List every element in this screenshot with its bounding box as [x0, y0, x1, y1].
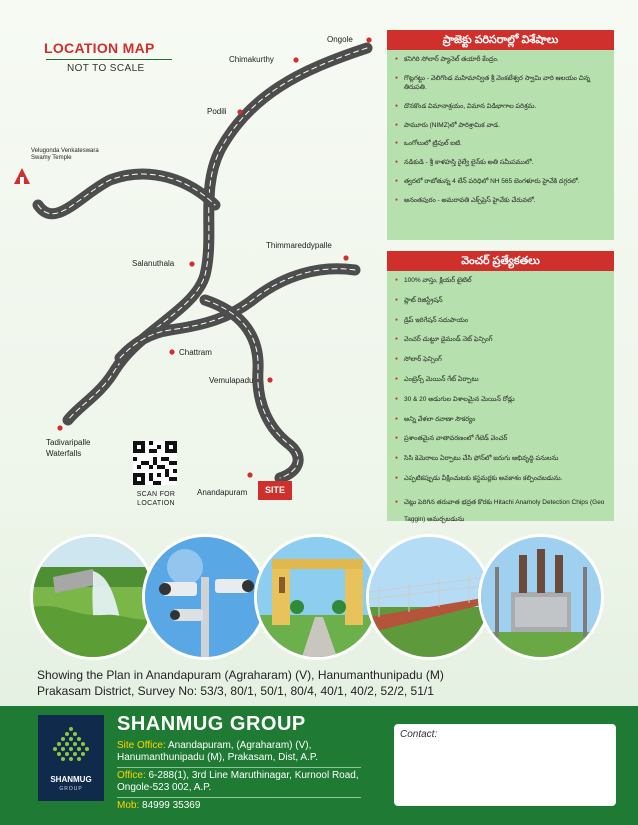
photo-solar-fencing	[366, 534, 492, 660]
photo-cctv-cameras	[142, 534, 268, 660]
dot-thimmareddypalle	[343, 255, 348, 260]
survey-plan-text	[37, 667, 597, 699]
place-tadivaripalle: Tadivaripalle Waterfalls	[46, 438, 91, 458]
feature-item: ● కనిగిరి సోలార్ ప్యానెల్ తయారీ కేంద్రం.	[395, 55, 606, 64]
venture-highlights-heading: వెంచర్ ప్రత్యేకతలు	[387, 251, 614, 271]
footer-divider	[117, 797, 361, 798]
nearby-features-list	[387, 50, 614, 218]
feature-item: ● గొట్లగట్టు - వెలిగొండ మహిమాన్విత శ్రీ వెంకటేశ్వర స్వామి వారి ఆలయం చిన్న తిరుపతి.	[395, 74, 606, 92]
office-label: Office:	[117, 770, 146, 781]
mobile-label: Mob:	[117, 800, 140, 811]
map-subtitle: NOT TO SCALE	[67, 63, 145, 74]
map-title: LOCATION MAP	[44, 40, 155, 56]
dot-anandapuram	[247, 472, 252, 477]
nearby-features-heading: ప్రాజెక్టు పరిసరాల్లో విశేషాలు	[387, 30, 614, 50]
venture-item: ● సోలార్ ఫెన్సింగ్	[395, 355, 606, 364]
road-to-site	[205, 300, 298, 478]
place-chattram: Chattram	[179, 348, 212, 357]
plan-line-1: Showing the Plan in Anandapuram (Agraharam) (V), Hanumanthunipadu (M)	[37, 668, 444, 682]
venture-item: ● వెంచర్ చుట్టూ డైమండ్ నెట్ ఫెన్సింగ్	[395, 335, 606, 344]
site-office-info	[117, 740, 363, 764]
logo-name: SHANMUG	[50, 775, 92, 784]
site-badge: SITE	[258, 481, 292, 500]
road-ongole-chattram	[68, 48, 367, 420]
location-qr-code[interactable]	[133, 441, 177, 485]
site-office-label: Site Office:	[117, 740, 166, 751]
footer-band	[0, 706, 638, 825]
office-address: 6-288(1), 3rd Line Maruthinagar, Kurnool Road, Ongole-523 002, A.P.	[117, 770, 359, 793]
feature-item: ● దొనకొండ విమానాశ్రయం, విమాన విడిభాగాల పరిశ్రమ.	[395, 102, 606, 111]
lotus-logo-icon	[38, 715, 104, 773]
venture-item: ● ఎంట్రెన్స్ మెయిన్ గేట్ ఏర్పాటు	[395, 375, 606, 384]
feature-item: ● నడికుడి - శ్రీ కాళహస్తి రైల్వే లైన్‌కు అతి సమీపములో.	[395, 158, 606, 167]
nearby-features-panel	[387, 30, 614, 240]
photo-drip-irrigation	[30, 534, 156, 660]
photo-transformer	[478, 534, 604, 660]
contact-label: Contact:	[400, 729, 438, 740]
site-office-address: Anandapuram, (Agraharam) (V), Hanumanthunipadu (M), Prakasam, Dist, A.P.	[117, 740, 319, 763]
venture-highlights-list	[387, 271, 614, 541]
place-podili: Podili	[207, 107, 227, 116]
brand-name: SHANMUG GROUP	[117, 713, 306, 735]
venture-item: ● డ్రిప్ ఇరిగేషన్ సదుపాయం	[395, 316, 606, 325]
place-chimakurthy: Chimakurthy	[229, 55, 274, 64]
company-logo	[38, 715, 104, 801]
dot-podili	[237, 109, 242, 114]
dot-chattram	[169, 349, 174, 354]
feature-item: ● పామూరు (NIMZ)లో పారిశ్రామిక వాడ.	[395, 121, 606, 130]
place-temple: Velugonda Venkateswara Swamy Temple	[31, 148, 99, 161]
dot-ongole	[366, 37, 371, 42]
venture-item: ● 100% వాస్తు, క్లియర్ టైటిల్	[395, 276, 606, 285]
logo-group: GROUP	[59, 786, 83, 792]
feature-item: ● అనంతపురం - అమరావతి ఎక్స్‌ప్రెస్ హైవేకు చేరువలో.	[395, 196, 606, 205]
place-anandapuram: Anandapuram	[197, 488, 248, 497]
dot-salanuthala	[189, 261, 194, 266]
road-temple	[38, 174, 215, 214]
venture-item: ● చెట్లు పెరిగిన తరువాత భద్రత కొరకు Hitachi Anamoly Detection Chips (Geo Taggin) అమర్చబడును	[395, 494, 606, 528]
dot-tadivaripalle	[57, 425, 62, 430]
dot-vemulapadu	[267, 377, 272, 382]
contact-box[interactable]	[394, 724, 616, 806]
venture-item: ● ప్లాట్ రిజిస్ట్రేషన్	[395, 296, 606, 305]
venture-item: ● ఎప్పటికప్పుడు వీక్షించుటకు కస్టమర్లకు అవకాశం కల్పించబడును.	[395, 474, 606, 483]
mobile-info	[117, 800, 363, 812]
place-ongole: Ongole	[327, 35, 353, 44]
venture-item: ● అన్ని వేళలా రవాణా సౌకర్యం	[395, 415, 606, 424]
place-thimmareddypalle: Thimmareddypalle	[266, 241, 332, 250]
photo-entrance-gate	[254, 534, 380, 660]
venture-item: ● ప్రశాంతమైన వాతావరణంలో గేటెడ్ వెంచర్	[395, 434, 606, 443]
place-salanuthala: Salanuthala	[132, 259, 175, 268]
plan-line-2: Prakasam District, Survey No: 53/3, 80/1, 50/1, 80/4, 40/1, 40/2, 52/2, 51/1	[37, 684, 434, 698]
venture-item: ● 30 & 20 అడుగుల విశాలమైన మెయిన్ రోడ్లు	[395, 395, 606, 404]
mobile-number[interactable]: 84999 35369	[142, 800, 201, 811]
venture-highlights-panel	[387, 251, 614, 521]
temple-icon	[13, 167, 31, 185]
feature-item: ● త్వరలో రాబోతున్న 4 లేన్ పరిధిలో NH 565 బెంగళూరు హైవేకి దగ్గరలో.	[395, 177, 606, 186]
place-vemulapadu: Vemulapadu	[209, 376, 254, 385]
venture-item: ● సిసి కెమెరాలు ఏర్పాటు చేసి ఫోన్‌లో జరుగు అభివృద్ధి పనులను	[395, 454, 606, 463]
feature-item: ● ఒంగోలులో ట్రిపుల్ ఐటి.	[395, 139, 606, 148]
dot-chimakurthy	[293, 57, 298, 62]
footer-divider	[117, 767, 361, 768]
office-info	[117, 770, 363, 794]
qr-caption: SCAN FOR LOCATION	[136, 491, 176, 507]
